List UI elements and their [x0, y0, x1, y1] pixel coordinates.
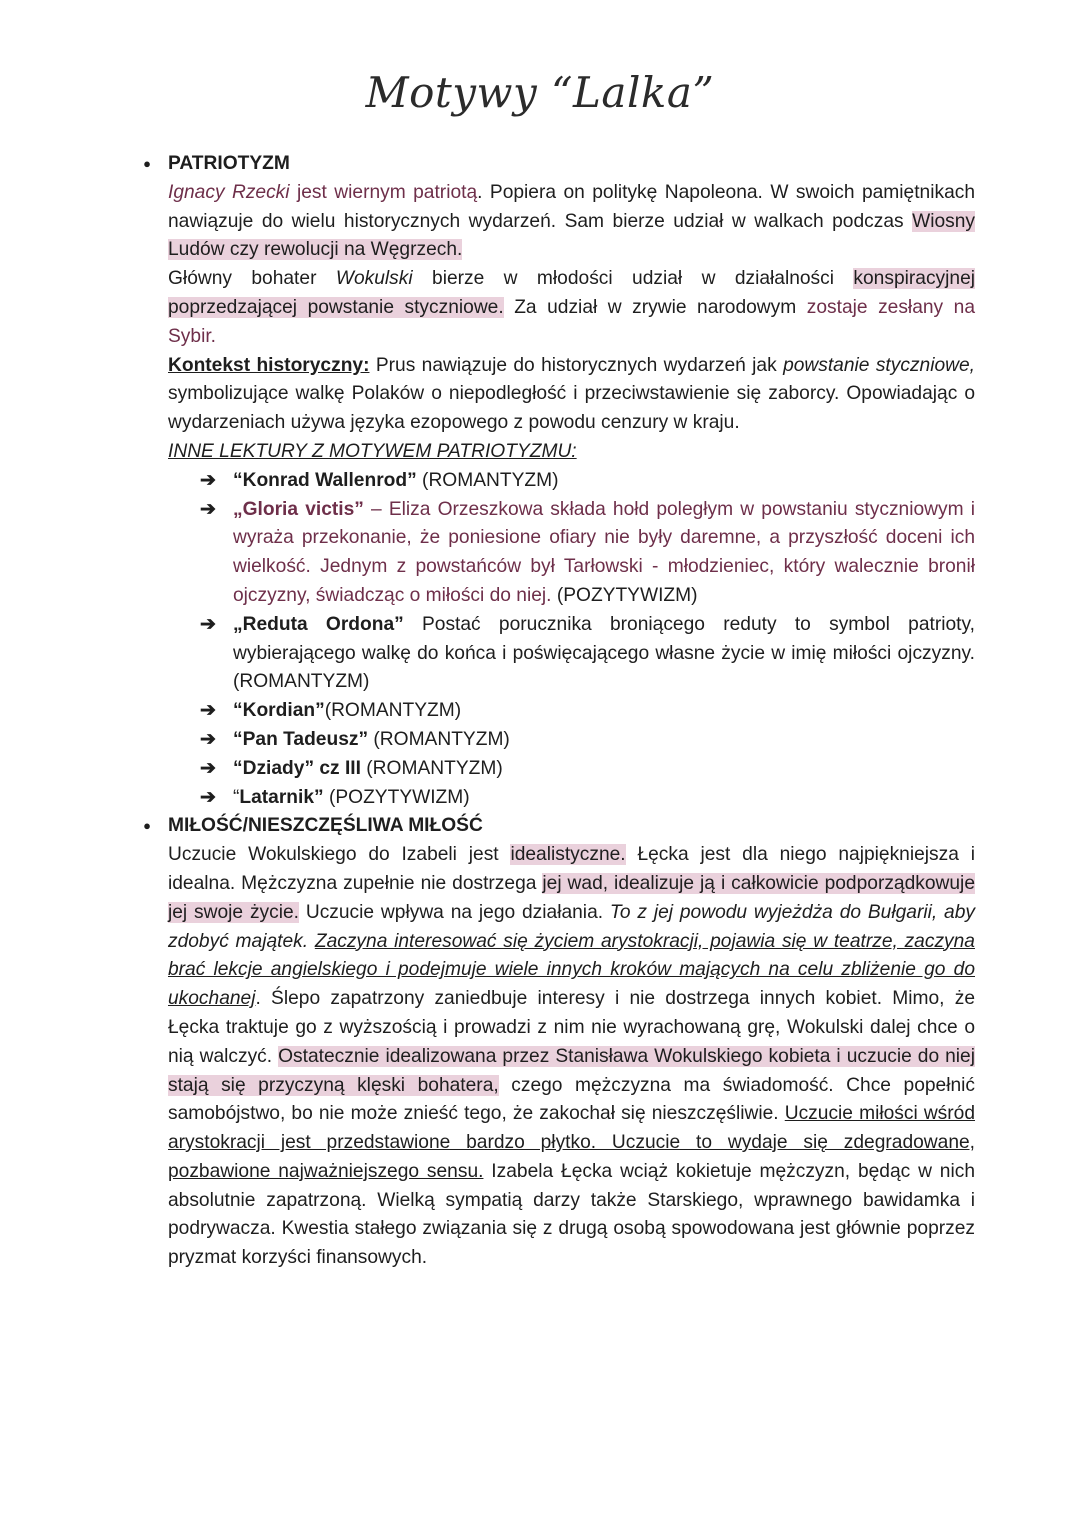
arrow-right-icon: ➔ — [200, 786, 217, 808]
highlight: konspiracyjnej poprzedzającej powstanie styczniowe. — [168, 268, 976, 318]
paragraph-context: Kontekst historyczny: Prus nawiązuje do historycznych wydarzeń jak powstanie styczniowe, symbolizujące walkę Polaków o niepodległość i przeciwstawienie się zaborcy. Opowiadając o wydarzeniach używa języka ezopowego z powodu cenzury w kraju. — [168, 354, 975, 434]
bullet-icon: ● — [143, 156, 151, 171]
arrow-right-icon: ➔ — [200, 700, 217, 722]
highlight: Ostatecznie idealizowana przez Stanisława Wokulskiego kobieta i uczucie do niej stają się przyczyną klęski bohatera, — [168, 1045, 975, 1096]
list-item: ➔ “Kordian”(ROMANTYZM) — [233, 697, 975, 726]
other-readings-heading: INNE LEKTURY Z MOTYWEM PATRIOTYZMU: — [168, 440, 577, 462]
section-heading: MIŁOŚĆ/NIESZCZĘŚLIWA MIŁOŚĆ — [168, 815, 483, 837]
document-body — [143, 150, 976, 1273]
highlight: jej wad, idealizuje ją i całkowicie podporządkowuje jej swoje życie. — [168, 872, 975, 923]
character-name: Ignacy Rzecki — [168, 181, 290, 203]
section-love — [143, 812, 976, 1273]
highlight: idealistyczne. — [510, 844, 626, 866]
page-title: Motywy “Lalka” — [365, 68, 715, 117]
context-label: Kontekst historyczny: — [168, 354, 370, 376]
list-item: ➔ „Gloria victis” – Eliza Orzeszkowa składa hołd poległym w powstaniu styczniowym i wyraża przekonanie, że poniesione ofiary nie były daremne, a przyszłość doceni ich wielkość. Jednym z powstańców był Tarłowski - młodzieniec, który walecznie bronił ojczyzny, świadcząc o miłości do niej. (POZYTYWIZM) — [233, 496, 975, 611]
paragraph-rzecki: Ignacy Rzecki jest wiernym patriotą. Popiera on politykę Napoleona. W swoich pamiętnikach nawiązuje do wielu historycznych wydarzeń. Sam bierze udział w walkach podczas Wiosny Ludów czy rewolucji na Węgrzech. — [168, 181, 976, 261]
readings-list — [168, 467, 975, 813]
section-heading: PATRIOTYZM — [168, 153, 290, 174]
list-item: ➔ “Pan Tadeusz” (ROMANTYZM) — [233, 726, 975, 755]
arrow-right-icon: ➔ — [200, 498, 217, 520]
arrow-right-icon: ➔ — [200, 757, 217, 779]
list-item: ➔ “Latarnik” (POZYTYWIZM) — [233, 784, 975, 813]
paragraph-wokulski: Główny bohater Wokulski bierze w młodości udział w działalności konspiracyjnej poprzedzającej powstanie styczniowe. Za udział w zrywie narodowym zostaje zesłany na Sybir. — [168, 268, 976, 347]
list-item: ➔ “Dziady” cz III (ROMANTYZM) — [233, 755, 975, 784]
character-name: Wokulski — [335, 268, 413, 290]
arrow-right-icon: ➔ — [200, 728, 217, 750]
bullet-icon: ● — [143, 818, 151, 834]
arrow-right-icon: ➔ — [200, 469, 217, 491]
highlight: Wiosny Ludów czy rewolucji na Węgrzech. — [168, 210, 975, 261]
arrow-right-icon: ➔ — [200, 613, 217, 635]
section-patriotism — [143, 150, 976, 812]
paragraph-love: Uczucie Wokulskiego do Izabeli jest idealistyczne. Łęcka jest dla niego najpiękniejsza i idealna. Mężczyzna zupełnie nie dostrzega jej wad, idealizuje ją i całkowicie podporządkowuje jej swoje życie. Uczucie wpływa na jego działania. To z jej powodu wyjeżdża do Bułgarii, aby zdobyć majątek. Zaczyna interesować się życiem arystokracji, pojawia się w teatrze, zaczyna brać lekcje angielskiego i podejmuje wiele innych kroków mających na celu zbliżenie go do ukochanej. Ślepo zapatrzony zaniedbuje interesy i nie dostrzega innych kobiet. Mimo, że Łęcka traktuje go z wyższością i prowadzi z nim nie wyrachowaną grę, Wokulski dalej chce o nią walczyć. Ostatecznie idealizowana przez Stanisława Wokulskiego kobieta i uczucie do niej stają się przyczyną klęski bohatera, czego mężczyzna ma świadomość. Chce popełnić samobójstwo, bo nie może znieść tego, że zakochał się nieszczęśliwie. Uczucie miłości wśród arystokracji jest przedstawione bardzo płytko. Uczucie to wydaje się zdegradowane, pozbawione najważniejszego sensu. Izabela Łęcka wciąż kokietuje mężczyzn, będąc w nich absolutnie zapatrzoną. Wielką sympatią darzy także Starskiego, wprawnego bawidamka i podrywacza. Kwestia stałego związania się z drugą osobą spowodowana jest głównie poprzez pryzmat korzyści finansowych. — [168, 844, 976, 1269]
list-item: ➔ „Reduta Ordona” Postać porucznika broniącego reduty to symbol patrioty, wybierającego walkę do końca i poświęcającego własne życie w imię miłości ojczyzny. (ROMANTYZM) — [233, 611, 975, 697]
list-item: ➔ “Konrad Wallenrod” (ROMANTYZM) — [233, 467, 975, 496]
